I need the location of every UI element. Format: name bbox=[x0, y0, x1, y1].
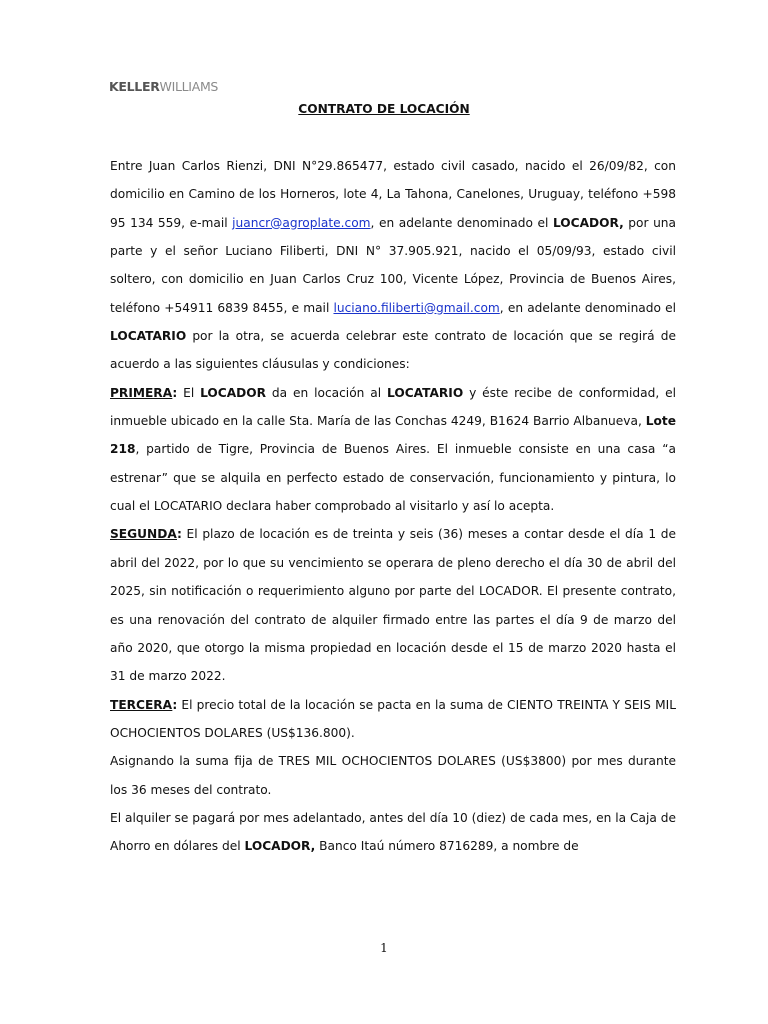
document-title: CONTRATO DE LOCACIÓN bbox=[298, 102, 470, 116]
intro-paragraph: Entre Juan Carlos Rienzi, DNI N°29.865477, estado civil casado, nacido el 26/09/82, con domicilio en Camino de los Horneros, lote 4, La Tahona, Canelones, Uruguay, teléfono +598 95 134 559, e-mail juancr@agroplate.com, en adelante denominado el LOCADOR, por una parte y el señor Luciano Filiberti, DNI N° 37.905.921, nacido el 05/09/93, estado civil soltero, con domicilio en Juan Carlos Cruz 100, Vicente López, Provincia de Buenos Aires, teléfono +54911 6839 8455, e mail luciano.filiberti@gmail.com, en adelante denominado el LOCATARIO por la otra, se acuerda celebrar este contrato de locación que se regirá de acuerdo a las siguientes cláusulas y condiciones: bbox=[110, 159, 676, 372]
contract-body bbox=[110, 152, 676, 861]
clause-label-primera: PRIMERA bbox=[110, 385, 173, 400]
page-number: 1 bbox=[380, 941, 388, 955]
paragraph-asignando: Asignando la suma fija de TRES MIL OCHOCIENTOS DOLARES (US$3800) por mes durante los 36 meses del contrato. bbox=[110, 754, 676, 797]
company-logo: KELLERWILLIAMS bbox=[109, 79, 219, 94]
clause-label-segunda: SEGUNDA bbox=[110, 527, 177, 542]
paragraph-alquiler: El alquiler se pagará por mes adelantado, antes del día 10 (diez) de cada mes, en la Caja de Ahorro en dólares del LOCADOR, Banco Itaú número 8716289, a nombre de bbox=[110, 810, 676, 854]
clause-primera: PRIMERA: El LOCADOR da en locación al LOCATARIO y éste recibe de conformidad, el inmueble ubicado en la calle Sta. María de las Conchas 4249, B1624 Barrio Albanueva, Lote 218, partido de Tigre, Provincia de Buenos Aires. El inmueble consiste en una casa “a estrenar” que se alquila en perfecto estado de conservación, funcionamiento y pintura, lo cual el LOCATARIO declara haber comprobado al visitarlo y así lo acepta. bbox=[110, 385, 676, 514]
clause-tercera: TERCERA: El precio total de la locación se pacta en la suma de CIENTO TREINTA Y SEIS MIL OCHOCIENTOS DOLARES (US$136.800). bbox=[110, 697, 676, 740]
clause-label-tercera: TERCERA bbox=[110, 697, 173, 712]
locatario-email-link[interactable]: luciano.filiberti@gmail.com bbox=[333, 300, 500, 315]
clause-segunda: SEGUNDA: El plazo de locación es de treinta y seis (36) meses a contar desde el día 1 de abril del 2022, por lo que su vencimiento se operara de pleno derecho el día 30 de abril del 2025, sin notificación o requerimiento alguno por parte del LOCADOR. El presente contrato, es una renovación del contrato de alquiler firmado entre las partes el día 9 de marzo del año 2020, que otorgo la misma propiedad en locación desde el 15 de marzo 2020 hasta el 31 de marzo 2022. bbox=[110, 527, 676, 684]
locador-email-link[interactable]: juancr@agroplate.com bbox=[232, 215, 371, 230]
